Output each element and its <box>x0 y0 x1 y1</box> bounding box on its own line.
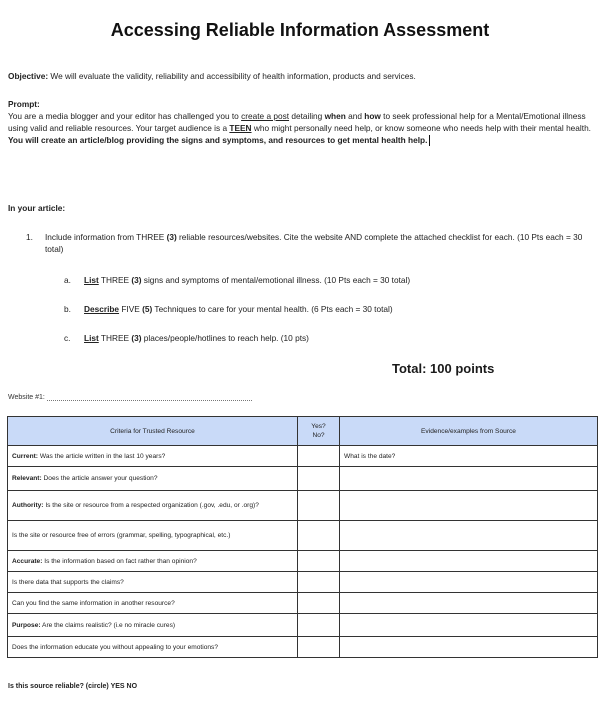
yes-no-cell[interactable] <box>298 491 340 521</box>
yes-no-cell[interactable] <box>298 521 340 551</box>
evidence-cell[interactable] <box>340 637 598 658</box>
table-row <box>8 491 598 521</box>
website-blank-line[interactable] <box>47 400 252 401</box>
criteria-text: Is there data that supports the claims? <box>12 578 124 586</box>
item-1-text-c: reliable resources/websites. Cite the website AND complete the attached checklist for each. (10 Pts each = 30 total) <box>45 232 583 254</box>
evidence-cell[interactable] <box>340 521 598 551</box>
evidence-cell[interactable] <box>340 593 598 614</box>
prompt-text-9: who might personally need help, or know someone who needs help with their mental health. <box>251 123 591 133</box>
criteria-cell <box>8 521 298 551</box>
criteria-text: Can you find the same information in another resource? <box>12 599 175 607</box>
subitem-c-mid: THREE <box>98 333 132 343</box>
criteria-text: Are the claims realistic? (i.e no miracle cures) <box>40 621 176 629</box>
subitem-a-rest: signs and symptoms of mental/emotional illness. (10 Pts each = 30 total) <box>141 275 411 285</box>
criteria-cell <box>8 572 298 593</box>
objective-paragraph <box>8 70 593 82</box>
subitem-c <box>84 332 584 344</box>
objective-label: Objective: <box>8 71 49 81</box>
subitem-a-count: (3) <box>131 275 142 285</box>
header-criteria: Criteria for Trusted Resource <box>8 417 298 446</box>
criteria-label: Authority: <box>12 502 44 509</box>
header-yes-no: Yes? No? <box>298 417 340 446</box>
criteria-text: Does the information educate you without appealing to your emotions? <box>12 643 218 651</box>
yes-no-cell[interactable] <box>298 614 340 637</box>
header-evidence: Evidence/examples from Source <box>340 417 598 446</box>
criteria-text: Is the site or resource from a respected organization (.gov, .edu, or .org)? <box>43 502 259 509</box>
table-row <box>8 467 598 491</box>
evidence-cell[interactable] <box>340 551 598 572</box>
evidence-cell[interactable] <box>340 572 598 593</box>
criteria-text: Does the article answer your question? <box>41 475 158 482</box>
criteria-cell <box>8 551 298 572</box>
yes-no-cell[interactable] <box>298 593 340 614</box>
criteria-cell <box>8 593 298 614</box>
criteria-cell <box>8 614 298 637</box>
subitem-c-count: (3) <box>131 333 142 343</box>
website-label: Website #1: <box>8 394 45 401</box>
criteria-text: Is the information based on fact rather than opinion? <box>42 557 197 565</box>
item-1-text <box>45 231 585 255</box>
table-row <box>8 572 598 593</box>
criteria-table <box>7 416 598 658</box>
item-1-number: 1. <box>26 232 33 242</box>
prompt-how: how <box>364 111 381 121</box>
prompt-text-7: to seek professional help for a Mental/Emotional illness using valid and reliable resources. Your target audience is a <box>8 111 586 133</box>
evidence-cell[interactable] <box>340 467 598 491</box>
subitem-a-verb: List <box>84 275 99 285</box>
evidence-cell[interactable] <box>340 491 598 521</box>
subitem-b-letter: b. <box>64 304 71 314</box>
table-row <box>8 637 598 658</box>
criteria-cell <box>8 637 298 658</box>
in-article-label: In your article: <box>8 203 66 213</box>
table-header-row <box>8 417 598 446</box>
prompt-label: Prompt: <box>8 99 40 109</box>
yes-no-cell[interactable] <box>298 551 340 572</box>
criteria-cell <box>8 446 298 467</box>
total-points: Total: 100 points <box>392 361 495 376</box>
text-cursor <box>429 135 430 146</box>
subitem-b-verb: Describe <box>84 304 120 314</box>
prompt-create-post: create a post <box>241 111 290 121</box>
criteria-text: Is the site or resource free of errors (grammar, spelling, typographical, etc.) <box>12 532 231 539</box>
criteria-label: Accurate: <box>12 557 43 565</box>
yes-no-cell[interactable] <box>298 467 340 491</box>
subitem-a <box>84 274 584 286</box>
yes-no-cell[interactable] <box>298 446 340 467</box>
yes-no-cell[interactable] <box>298 572 340 593</box>
evidence-cell[interactable] <box>340 614 598 637</box>
subitem-b-rest: Techniques to care for your mental health. (6 Pts each = 30 total) <box>152 304 393 314</box>
prompt-when: when <box>324 111 346 121</box>
criteria-cell <box>8 467 298 491</box>
subitem-c-rest: places/people/hotlines to reach help. (10 pts) <box>141 333 309 343</box>
website-field <box>8 394 252 401</box>
prompt-text-1: You are a media blogger and your editor has challenged you to <box>8 111 242 121</box>
subitem-b-mid: FIVE <box>119 304 143 314</box>
criteria-label: Current: <box>12 452 39 460</box>
prompt-text-5: and <box>345 111 365 121</box>
yes-no-cell[interactable] <box>298 637 340 658</box>
table-row <box>8 614 598 637</box>
table-row <box>8 551 598 572</box>
table-row <box>8 593 598 614</box>
subitem-b <box>84 303 584 315</box>
criteria-label: Purpose: <box>12 621 41 629</box>
criteria-cell <box>8 491 298 521</box>
table-row <box>8 446 598 467</box>
subitem-c-verb: List <box>84 333 99 343</box>
item-1-count: (3) <box>166 232 177 242</box>
prompt-teen: TEEN <box>229 123 252 133</box>
item-1-text-a: Include information from THREE <box>45 232 167 242</box>
criteria-label: Relevant: <box>12 475 42 482</box>
prompt-task: You will create an article/blog providing the signs and symptoms, and resources to get mental health help. <box>8 135 428 145</box>
criteria-text: Was the article written in the last 10 years? <box>38 452 166 460</box>
page-title: Accessing Reliable Information Assessment <box>110 20 490 40</box>
prompt-text-3: detailing <box>289 111 325 121</box>
subitem-a-letter: a. <box>64 275 71 285</box>
table-row <box>8 521 598 551</box>
subitem-c-letter: c. <box>64 333 71 343</box>
subitem-b-count: (5) <box>142 304 153 314</box>
evidence-cell[interactable]: What is the date? <box>340 446 598 467</box>
objective-text: We will evaluate the validity, reliability and accessibility of health information, products and services. <box>48 71 416 81</box>
subitem-a-mid: THREE <box>98 275 132 285</box>
prompt-paragraph <box>8 110 592 146</box>
reliability-question: Is this source reliable? (circle) YES NO <box>8 683 138 690</box>
